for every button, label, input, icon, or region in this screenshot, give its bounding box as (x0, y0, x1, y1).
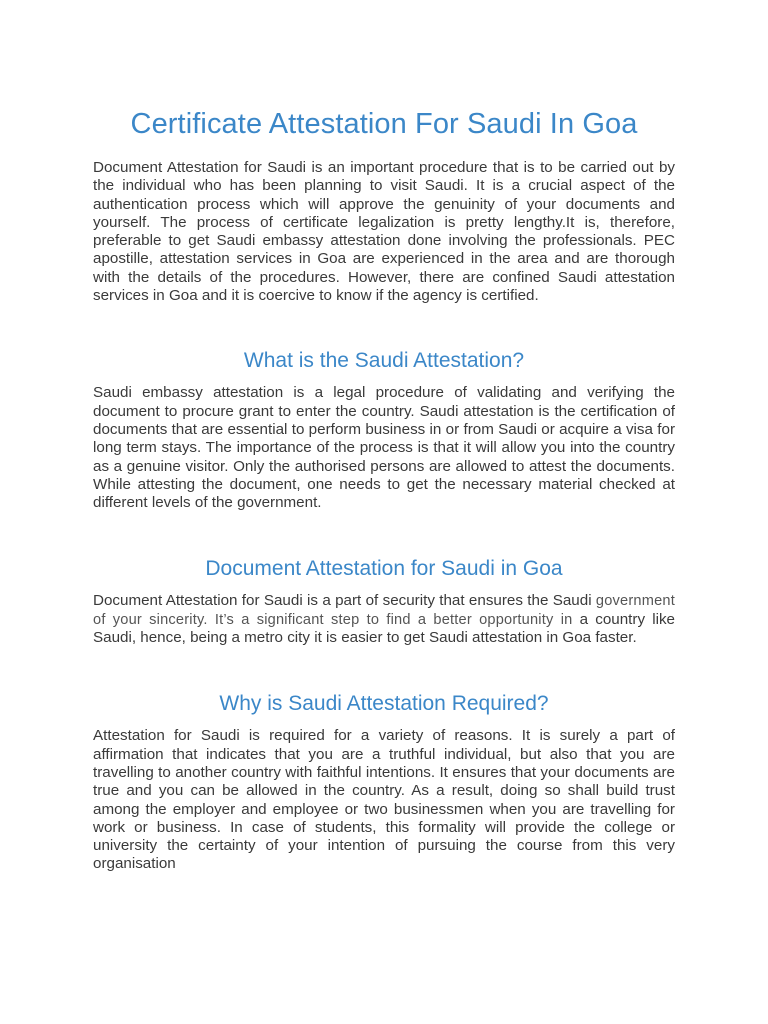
section-paragraph-what-is-saudi-attestation: Saudi embassy attestation is a legal procedure of validating and verifying the document to procure grant to enter the country. Saudi attestation is the certification of documents that are essential to perform business in or from Saudi or acquire a visa for long term stays. The importance of the process is that it will allow you into the country as a genuine visitor. Only the authorised persons are allowed to attest the documents. While attesting the document, one needs to get the necessary material checked at different levels of the government. (93, 384, 675, 512)
page-title: Certificate Attestation For Saudi In Goa (130, 108, 638, 140)
paragraph-text-start: Document Attestation for Saudi is a part of security that ensures the Saudi (93, 592, 592, 610)
section-heading-why-saudi-attestation-required: Why is Saudi Attestation Required? (219, 692, 549, 716)
section-heading-document-attestation-goa: Document Attestation for Saudi in Goa (205, 557, 563, 581)
paragraph-text-end: a country like Saudi, hence, being a metro city it is easier to get Saudi attestation in Goa faster. (93, 610, 675, 647)
section-heading-what-is-saudi-attestation: What is the Saudi Attestation? (243, 349, 525, 373)
paragraph-text-soft: government of your sincerity. It’s a significant step to find a better opportunity in (93, 593, 675, 628)
section-paragraph-why-saudi-attestation-required: Attestation for Saudi is required for a variety of reasons. It is surely a part of affirmation that indicates that you are a truthful individual, but also that you are travelling to another country with faithful intentions. It ensures that your documents are true and you can be allowed in the country. As a result, doing so shall build trust among the employer and employee or two businessmen when you are travelling for work or business. In case of students, this formality will provide the college or university the certainty of your intention of pursuing the course from this very organisation (93, 727, 675, 873)
intro-paragraph: Document Attestation for Saudi is an important procedure that is to be carried out by the individual who has been planning to visit Saudi. It is a crucial aspect of the authentication process which will approve the genuinity of your documents and yourself. The process of certificate legalization is pretty lengthy.It is, therefore, preferable to get Saudi embassy attestation done involving the professionals. PEC apostille, attestation services in Goa are experienced in the area and are thorough with the details of the procedures. However, there are confined Saudi attestation services in Goa and it is coercive to know if the agency is certified. (93, 159, 675, 305)
section-paragraph-document-attestation-goa (93, 592, 675, 647)
